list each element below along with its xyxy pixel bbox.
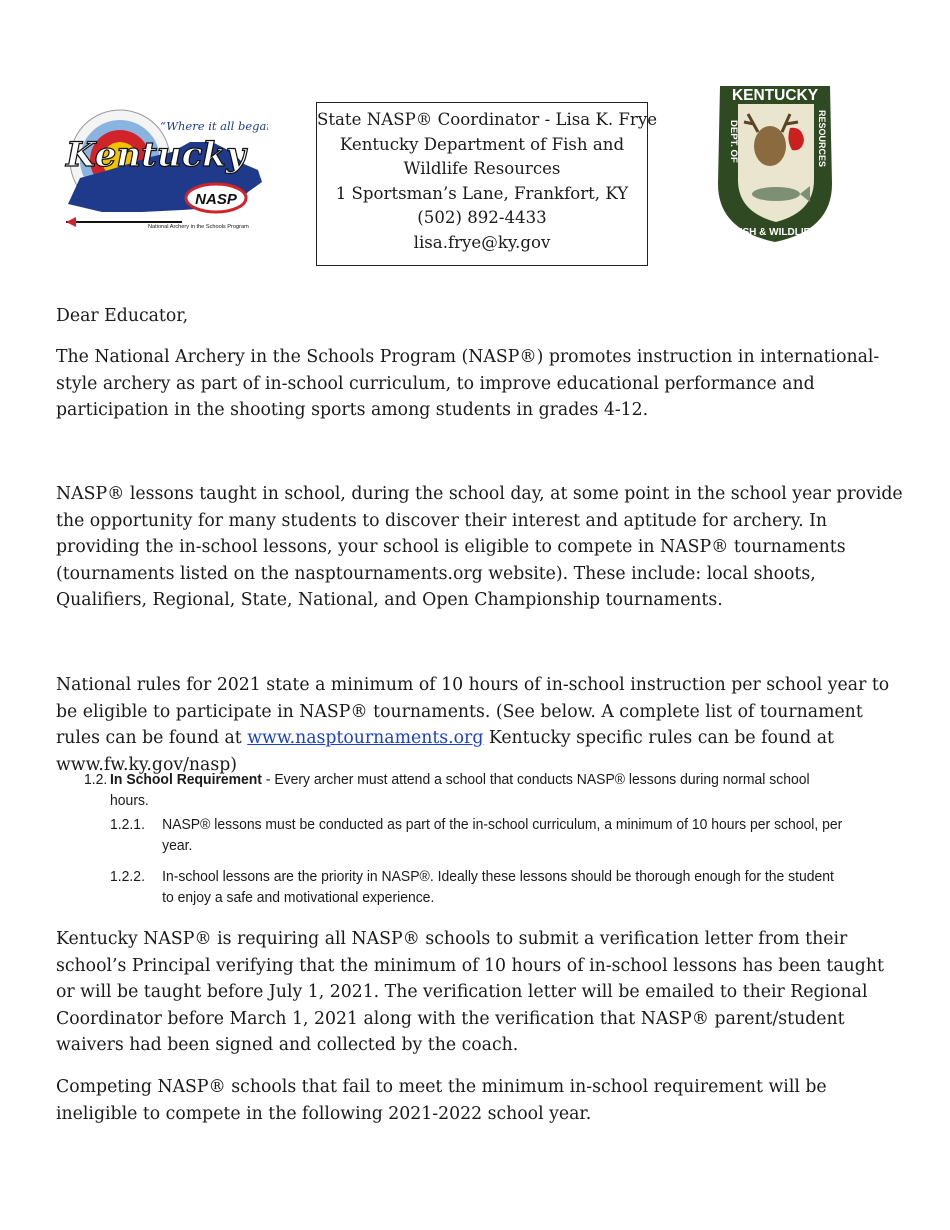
rule-text: - Every archer must attend a school that conducts NASP® lessons during normal school hours. <box>110 771 810 809</box>
paragraph-lessons-text: NASP® lessons taught in school, during the school day, at some point in the school year provide the opportunity for many students to discover their interest and aptitude for archery. In providing the in-school lessons, your school is eligible to compete in NASP® tournaments (tournaments listed on the nasptournaments.org website). These include: local shoots, Qualifiers, Regional, State, National, and Open Championship tournaments. <box>56 484 903 611</box>
rule-1-2-1 <box>110 814 847 856</box>
rule-title: In School Requirement <box>110 771 262 788</box>
greeting-text: Dear Educator, <box>56 306 189 326</box>
paragraph-verification-text: Kentucky NASP® is requiring all NASP® schools to submit a verification letter from their school’s Principal verifying that the minimum of 10 hours of in-school lessons has been taught or will be taught before July 1, 2021. The verification letter will be emailed to their Regional Coordinator before March 1, 2021 along with the verification that NASP® parent/student waivers had been signed and collected by the coach. <box>56 929 884 1056</box>
sub-rule-text: In-school lessons are the priority in NASP®. Ideally these lessons should be thorough enough for the student to enjoy a safe and motivational experience. <box>162 868 834 906</box>
coordinator-name: State NASP® Coordinator - Lisa K. Frye <box>317 110 658 129</box>
logo-caption: National Archery in the Schools Program <box>148 224 249 230</box>
logo-tagline: “Where it all began” <box>160 119 268 133</box>
phone-number: (502) 892-4433 <box>417 208 547 228</box>
seal-bottom-text: FISH & WILDLIFE <box>733 227 817 238</box>
kentucky-script-text: Kentucky <box>66 135 246 175</box>
greeting <box>56 303 906 330</box>
nasp-badge-text: NASP <box>195 191 237 208</box>
kentucky-nasp-logo <box>62 108 268 232</box>
paragraph-lessons <box>56 481 906 614</box>
rule-number: 1.2. <box>84 771 108 788</box>
department-line-2: Wildlife Resources <box>403 159 561 179</box>
rule-body <box>110 769 847 811</box>
email-address: lisa.frye@ky.gov <box>413 232 551 252</box>
fish-wildlife-seal-logo <box>710 80 840 245</box>
seal-right-text: RESOURCES <box>817 110 827 168</box>
address: 1 Sportsman’s Lane, Frankfort, KY <box>335 183 629 203</box>
rule-1-2 <box>84 769 847 811</box>
rule-excerpt <box>84 769 847 908</box>
rules-text-after-link: Kentucky specific rules can be found at www.fw.ky.gov/nasp) <box>56 728 834 775</box>
coordinator-contact-box <box>316 102 658 266</box>
rule-1-2-2 <box>110 866 847 908</box>
paragraph-intro <box>56 344 906 424</box>
paragraph-national-rules-text <box>56 672 906 778</box>
paragraph-intro-text: The National Archery in the Schools Program (NASP®) promotes instruction in international-style archery as part of in-school curriculum, to improve educational performance and participation in the shooting sports among students in grades 4-12. <box>56 347 880 421</box>
sub-rule-text: NASP® lessons must be conducted as part of the in-school curriculum, a minimum of 10 hours per school, per year. <box>162 816 843 854</box>
paragraph-ineligibility <box>56 1074 906 1127</box>
rules-text-before-link: National rules for 2021 state a minimum of 10 hours of in-school instruction per school year to be eligible to participate in NASP® tournaments. (See below. A complete list of tournament rules can be found at <box>56 675 890 749</box>
sub-rule-number: 1.2.1. <box>110 816 145 833</box>
paragraph-national-rules <box>56 672 906 778</box>
seal-left-text: DEPT. OF <box>728 120 739 163</box>
seal-top-text: KENTUCKY <box>731 87 819 104</box>
paragraph-verification <box>56 926 906 1059</box>
department-line-1: Kentucky Department of Fish and <box>339 134 625 154</box>
paragraph-ineligibility-text: Competing NASP® schools that fail to meet the minimum in-school requirement will be ineligible to compete in the following 2021-2022 school year. <box>56 1077 827 1124</box>
nasp-tournaments-link[interactable]: www.nasptournaments.org <box>247 728 484 749</box>
sub-rule-number: 1.2.2. <box>110 868 145 885</box>
